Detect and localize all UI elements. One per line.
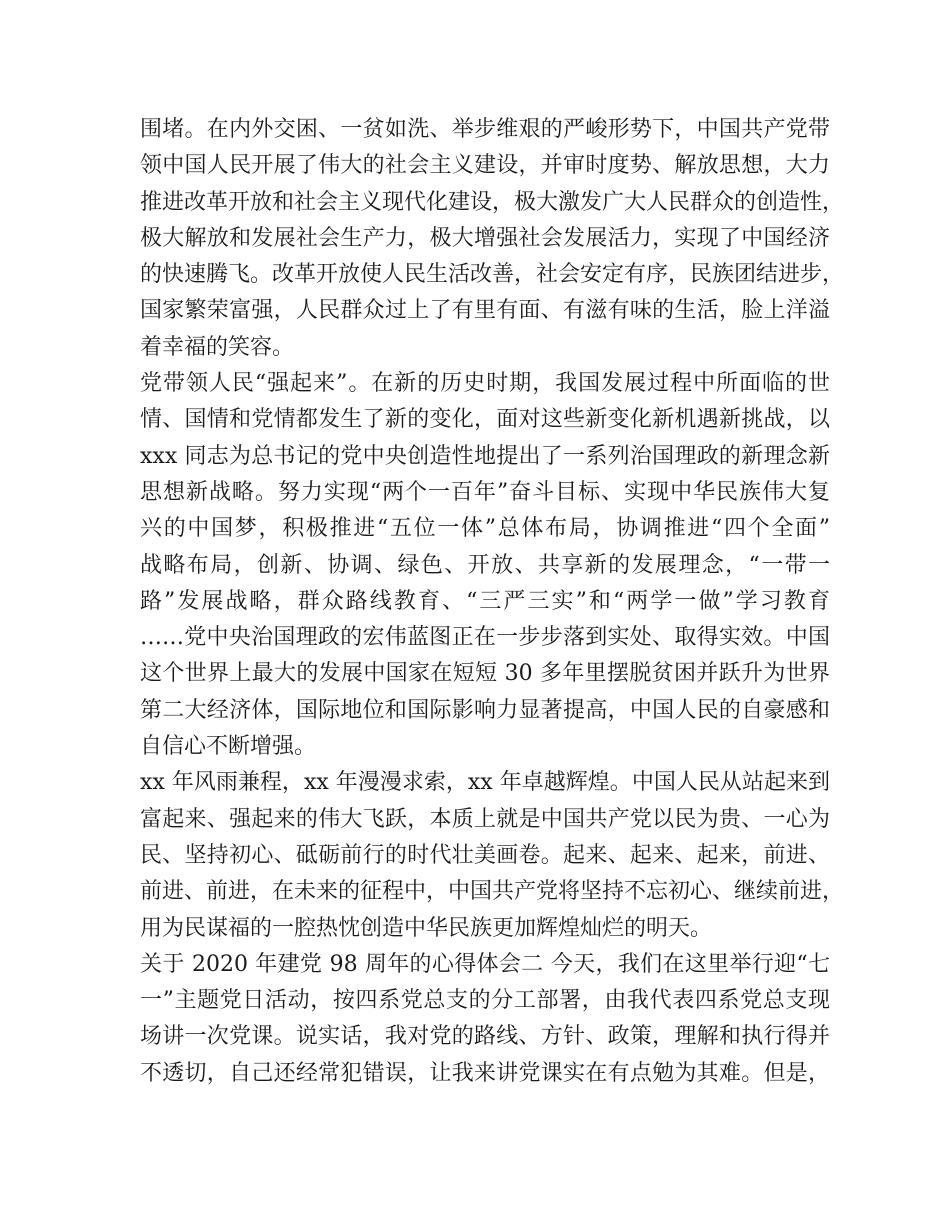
text-line: 富起来、强起来的伟大飞跃，本质上就是中国共产党以民为贵、一心为 xyxy=(140,806,830,832)
document-body xyxy=(140,112,845,1092)
text-line: 党带领人民“强起来”。在新的历史时期，我国发展过程中所面临的世 xyxy=(140,371,830,397)
text-line: ……党中央治国理政的宏伟蓝图正在一步步落到实处、取得实效。中国 xyxy=(140,625,830,651)
text-line: 极大解放和发展社会生产力，极大增强社会发展活力，实现了中国经济 xyxy=(140,225,830,251)
text-line: 情、国情和党情都发生了新的变化，面对这些新变化新机遇新挑战，以 xyxy=(140,407,830,433)
text-line: 这个世界上最大的发展中国家在短短 30 多年里摆脱贫困并跃升为世界 xyxy=(140,661,830,687)
text-line: 的快速腾飞。改革开放使人民生活改善，社会安定有序，民族团结进步， xyxy=(140,262,845,288)
text-line: 用为民谋福的一腔热忱创造中华民族更加辉煌灿烂的明天。 xyxy=(140,915,713,941)
paragraph-1 xyxy=(140,112,845,366)
paragraph-4 xyxy=(140,947,830,1092)
text-line: 不透切，自己还经常犯错误，让我来讲党课实在有点勉为其难。但是， xyxy=(140,1060,830,1086)
paragraph-2 xyxy=(140,366,830,765)
text-line: xxx 同志为总书记的党中央创造性地提出了一系列治国理政的新理念新 xyxy=(140,443,830,469)
text-line: 一”主题党日活动，按四系党总支的分工部署，由我代表四系党总支现 xyxy=(140,988,830,1014)
paragraph-3 xyxy=(140,765,845,946)
text-line: 关于 2020 年建党 98 周年的心得体会二 今天，我们在这里举行迎“七 xyxy=(140,951,830,977)
text-line: 国家繁荣富强，人民群众过上了有里有面、有滋有味的生活，脸上洋溢 xyxy=(140,298,830,324)
text-line: 兴的中国梦，积极推进“五位一体”总体布局，协调推进“四个全面” xyxy=(140,516,830,542)
text-line: xx 年风雨兼程，xx 年漫漫求索，xx 年卓越辉煌。中国人民从站起来到 xyxy=(140,770,830,796)
text-line: 战略布局，创新、协调、绿色、开放、共享新的发展理念，“一带一 xyxy=(140,552,830,578)
text-line: 自信心不断增强。 xyxy=(140,734,317,760)
text-line: 场讲一次党课。说实话，我对党的路线、方针、政策，理解和执行得并 xyxy=(140,1024,830,1050)
text-line: 第二大经济体，国际地位和国际影响力显著提高，中国人民的自豪感和 xyxy=(140,697,830,723)
text-line: 前进、前进，在未来的征程中，中国共产党将坚持不忘初心、继续前进， xyxy=(140,879,845,905)
text-line: 领中国人民开展了伟大的社会主义建设，并审时度势、解放思想，大力 xyxy=(140,153,830,179)
text-line: 推进改革开放和社会主义现代化建设，极大激发广大人民群众的创造性， xyxy=(140,189,845,215)
text-line: 着幸福的笑容。 xyxy=(140,334,295,360)
text-line: 围堵。在内外交困、一贫如洗、举步维艰的严峻形势下，中国共产党带 xyxy=(140,117,830,142)
text-line: 路”发展战略，群众路线教育、“三严三实”和“两学一做”学习教育 xyxy=(140,588,830,614)
text-line: 思想新战略。努力实现“两个一百年”奋斗目标、实现中华民族伟大复 xyxy=(140,479,830,505)
text-line: 民、坚持初心、砥砺前行的时代壮美画卷。起来、起来、起来，前进、 xyxy=(140,842,830,868)
